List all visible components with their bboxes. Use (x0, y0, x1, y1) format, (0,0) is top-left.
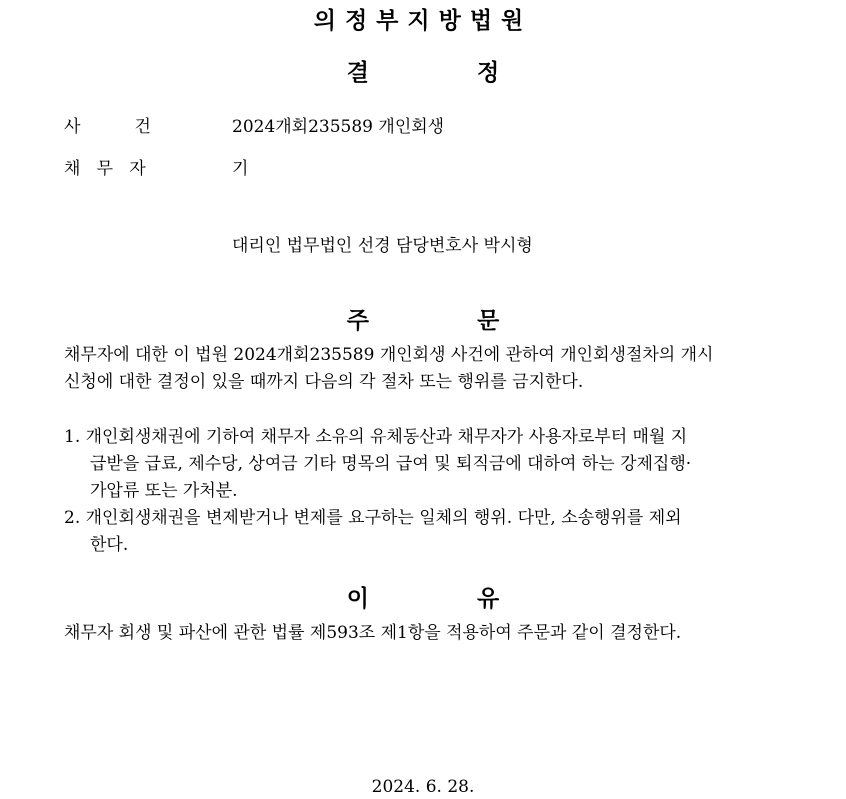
debtor-value: 기 (232, 159, 249, 179)
document-title-char-1: 결 (346, 60, 369, 86)
court-name: 의정부지방법원 (313, 8, 533, 34)
order-item-1-line: 급받을 급료, 제수당, 상여금 기타 명목의 급여 및 퇴직금에 대하여 하는 강제집행· (90, 454, 692, 474)
order-item-1-line: 1. 개인회생채권에 기하여 채무자 소유의 유체동산과 채무자가 사용자로부터 매월 지 (64, 427, 688, 447)
document-title-char-2: 정 (477, 60, 500, 86)
order-text-line: 채무자에 대한 이 법원 2024개회235589 개인회생 사건에 관하여 개인회생절차의 개시 (64, 345, 714, 365)
reason-heading-char-1: 이 (346, 586, 369, 612)
document-title (0, 54, 846, 87)
decision-date: 2024. 6. 28. (371, 777, 475, 797)
order-text-line: 신청에 대한 결정이 있을 때까지 다음의 각 절차 또는 행위를 금지한다. (64, 372, 584, 392)
reason-text (64, 620, 764, 647)
agent-line: 대리인 법무법인 선경 담당변호사 박시형 (232, 236, 533, 256)
reason-heading-char-2: 유 (477, 586, 500, 612)
order-heading-char-2: 문 (477, 308, 500, 334)
case-value: 2024개회235589 개인회생 (232, 117, 445, 137)
order-item-2-line: 2. 개인회생채권을 변제받거나 변제를 요구하는 일체의 행위. 다만, 소송행위를 제외 (64, 508, 682, 528)
order-item-2-line: 한다. (90, 535, 129, 555)
reason-heading (0, 580, 846, 613)
debtor-label: 채 무 자 (64, 159, 146, 179)
order-item-1-line: 가압류 또는 가처분. (90, 481, 238, 501)
order-heading (0, 302, 846, 335)
reason-text-line: 채무자 회생 및 파산에 관한 법률 제593조 제1항을 적용하여 주문과 같이 결정한다. (64, 623, 682, 643)
order-heading-char-1: 주 (346, 308, 369, 334)
case-label: 사 건 (64, 117, 151, 137)
order-text (64, 342, 764, 396)
order-items (64, 424, 784, 559)
